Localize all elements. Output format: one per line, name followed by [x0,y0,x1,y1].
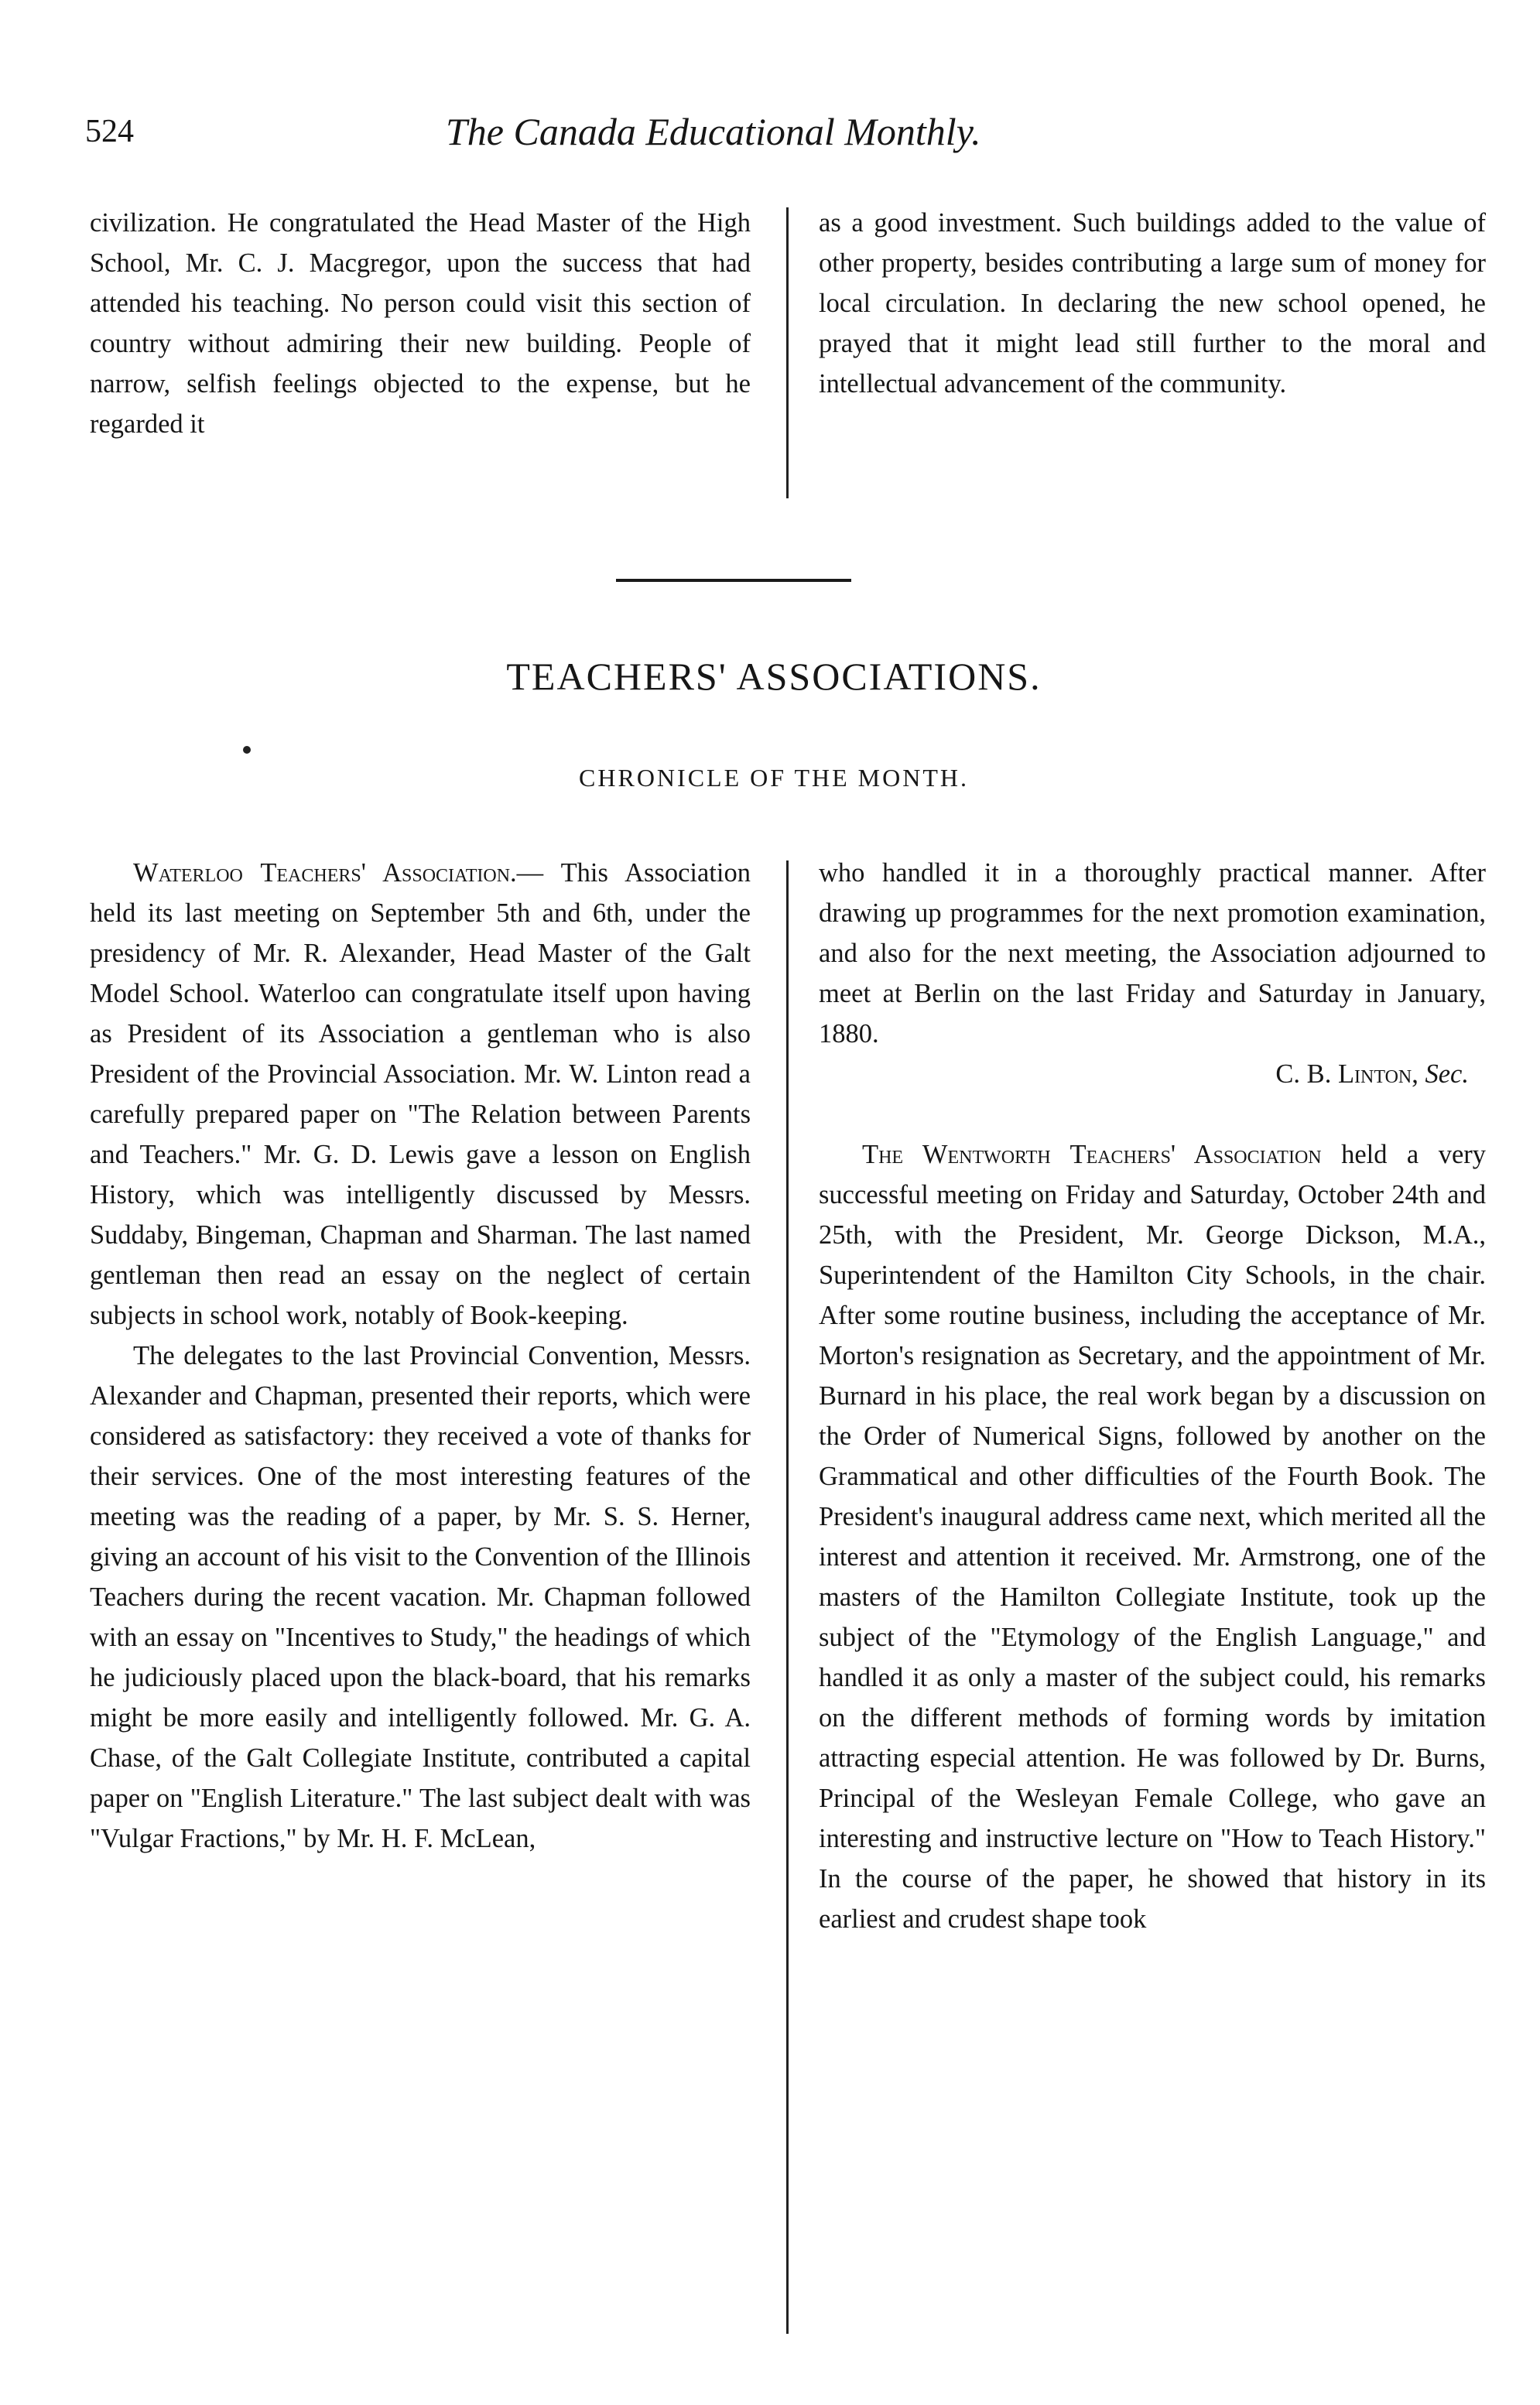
waterloo-heading: Waterloo Teachers' Association.— [133,858,544,888]
waterloo-continuation: who handled it in a thoroughly practical manner. After drawing up programmes for the next promotion examination, and also for the next meeting, the Association adjourned to meet at Berlin on the last Friday and Saturday in January, 1880. [819,858,1486,1049]
section-divider-rule [616,579,851,582]
top-right-text: as a good investment. Such buildings added to the value of other property, besides contributing a large sum of money for local circulation. In declaring the new school opened, he prayed that it might lead still further to the moral and intellectual advancement of the community. [819,208,1486,399]
waterloo-paragraph-2: The delegates to the last Provincial Convention, Messrs. Alexander and Chapman, presented their reports, which were considered as satisfactory: they received a vote of thanks for their services. One of the most interesting features of the meeting was the reading of a paper, by Mr. S. S. Herner, giving an account of his visit to the Convention of the Illinois Teachers during the recent vacation. Mr. Chapman followed with an essay on "Incentives to Study," the headings of which he judiciously placed upon the black-board, that his remarks might be more easily and intelligently followed. Mr. G. A. Chase, of the Galt Collegiate Institute, contributed a capital paper on "English Literature." The last subject dealt with was "Vulgar Fractions," by Mr. H. F. McLean, [90,1341,751,1853]
signature-role: Sec. [1425,1059,1469,1089]
stray-dot-mark [243,746,251,754]
section-title: TEACHERS' ASSOCIATIONS. [506,655,1042,698]
top-left-column [90,203,751,444]
wentworth-heading: The Wentworth Teachers' Association [862,1140,1322,1169]
signature-name: C. B. Linton, [1275,1059,1419,1089]
waterloo-paragraph-1-text: This Association held its last meeting on September 5th and 6th, under the presidency of Mr. R. Alexander, Head Master of the Galt Model School. Waterloo can congratulate itself upon having as President of its Association a gentleman who is also President of the Provincial Association. Mr. W. Linton read a carefully prepared paper on "The Relation between Parents and Teachers." Mr. G. D. Lewis gave a lesson on English History, which was intelligently discussed by Messrs. Suddaby, Bingeman, Chapman and Sharman. The last named gentleman then read an essay on the neglect of certain subjects in school work, notably of Book-keeping. [90,858,751,1330]
wentworth-paragraph-text: held a very successful meeting on Friday and Saturday, October 24th and 25th, with the President, Mr. George Dickson, M.A., Superintendent of the Hamilton City Schools, in the chair. After some routine business, including the acceptance of Mr. Morton's resignation as Secretary, and the appointment of Mr. Burnard in his place, the real work began by a discussion on the Order of Numerical Signs, followed by another on the Grammatical and other difficulties of the Fourth Book. The President's inaugural address came next, which merited all the interest and attention it received. Mr. Armstrong, one of the masters of the Hamilton Collegiate Institute, took up the subject of the "Etymology of the English Language," and handled it as only a master of the subject could, his remarks on the different methods of forming words by imitation attracting especial attention. He was followed by Dr. Burns, Principal of the Wesleyan Female College, who gave an interesting and instructive lecture on "How to Teach History." In the course of the paper, he showed that history in its earliest and crudest shape took [819,1140,1487,1934]
wentworth-paragraph [819,1134,1486,1939]
page-header [74,108,1158,162]
column-divider-top [786,207,789,498]
waterloo-paragraph-1 [90,853,751,1336]
top-right-column [819,203,1486,404]
page-number: 524 [85,114,134,149]
top-left-text: civilization. He congratulated the Head Master of the High School, Mr. C. J. Macgregor, upon the success that had attended his teaching. No person could visit this section of country without admiring their new building. People of narrow, selfish feelings objected to the expense, but he regarded it [90,208,751,439]
section-subtitle: CHRONICLE OF THE MONTH. [579,764,969,792]
column-divider-body [786,860,789,2334]
waterloo-signature [819,1054,1486,1094]
running-title: The Canada Educational Monthly. [446,110,981,153]
body-left-column [90,853,751,1859]
body-right-column [819,853,1486,1939]
paragraph-spacer [819,1094,1486,1134]
